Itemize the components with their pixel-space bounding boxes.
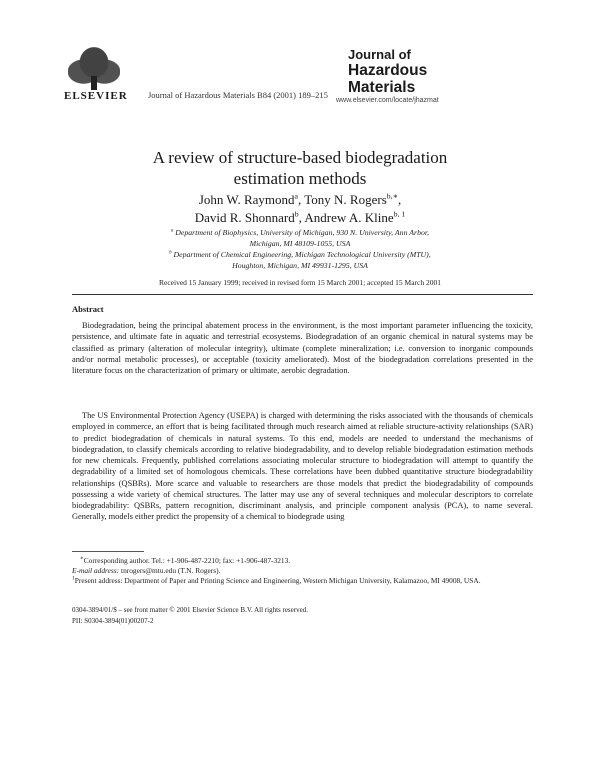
journal-title-line1: Journal of [348,47,411,62]
pii-line: PII: S0304-3894(01)00207-2 [72,617,154,625]
footnote-email [72,566,533,577]
footnote-mark: ∗ [80,555,84,562]
divider [72,294,533,295]
abstract-paragraph-2: The US Environmental Protection Agency (USEPA) is charged with determining the risks associated with the thousands of chemicals employed in commerce, an effort that is being facilitated through much research aimed at reliable structure-activity relationships (SAR) to predict biodegradation of chemicals in natural systems. To this end, models are needed to understand the mechanisms of biodegradation, to classify chemicals according to relative biodegradability, and to develop reliable biodegradation estimation methods for new chemicals. Frequently, published correlations associating molecular structure to biodegradation will attempt to quantify the degradability of a limited set of homologous chemicals. These correlations have been dubbed quantitative structure biodegradability relationships (QSBRs). More scarce and valuable to researchers are those models that predict the biodegradability of compounds possessing a wide variety of chemical structures. The latter may use any of several techniques and molecular descriptors to correlate biodegradability: QSBRs, pattern recognition, discriminant analysis, and principle component analysis (PCA), to name several. Generally, models either predict the propensity of a chemical to biodegrade using [72,411,533,522]
author-name: John W. Raymond [198,192,295,207]
footnote-divider [72,551,144,552]
authors-line-1: John W. Raymond$^a$, Tony N. Rogers$^{b,∗}$, [198,191,402,207]
author-name: David R. Shonnard [194,210,295,225]
publisher-name: ELSEVIER [64,90,128,102]
author-name: Tony N. Rogers [304,192,387,207]
footnote-present-address [72,576,533,587]
affiliation-a [0,228,600,249]
copyright-line: 0304-3894/01/$ – see front matter © 2001 Elsevier Science B.V. All rights reserved. [72,606,308,614]
author-affil-mark: b,∗ [386,191,398,201]
affil-mark: a [170,228,174,234]
affil-text: Department of Biophysics, University of Michigan, 930 N. University, Ann Arbor, [175,228,430,237]
title-line-1: A review of structure-based biodegradation [152,148,448,167]
journal-url[interactable]: www.elsevier.com/locate/jhazmat [336,97,439,104]
author-affil-mark: b, 1 [393,209,406,219]
author-list [0,191,600,227]
title-line-2: estimation methods [233,169,367,188]
received-dates: Received 15 January 1999; received in revised form 15 March 2001; accepted 15 March 2001 [159,278,441,287]
journal-citation: Journal of Hazardous Materials B84 (2001) 189–215 [148,90,328,100]
abstract-heading: Abstract [72,304,104,314]
authors-line-2: David R. Shonnard$^b$, Andrew A. Kline$^{b, 1}$ [194,209,406,225]
footnote-corresponding [72,556,533,567]
abstract-paragraph-1: Biodegradation, being the principal abatement process in the environment, is the most important parameter influencing the toxicity, persistence, and ultimate fate in aquatic and terrestrial ecosystems. Biodegradation of an organic chemical in natural systems may be classified as primary (alteration of molecular integrity), ultimate (complete mineralization; i.e. conversion to inorganic compounds and/or normal metabolic processes), or acceptable (toxicity ameliorated). Most of the biodegradation correlations presented in the literature focus on the characterization of primary or ultimate, aerobic degradation. [72,321,533,375]
email-address[interactable]: tnrogers@mtu.edu (T.N. Rogers). [121,566,221,575]
elsevier-logo [64,44,128,102]
author-name: Andrew A. Kline [304,210,394,225]
paper-title [0,147,600,189]
affil-text: Michigan, MI 48109-1055, USA [249,238,351,248]
footnote-text: Corresponding author. Tel.: +1-906-487-2210; fax: +1-906-487-3213. [83,556,291,565]
author-affil-mark: b [294,209,299,219]
email-label: E-mail address: [72,566,120,575]
journal-title-block [348,48,430,96]
journal-title-line3: Materials [348,79,416,96]
affil-text: Houghton, Michigan, MI 49931-1295, USA [232,260,368,270]
affil-text: Department of Chemical Engineering, Michigan Technological University (MTU), [173,250,431,259]
journal-title-line2: Hazardous [348,62,428,79]
footnote-mark: 1 [72,575,75,582]
footnote-text: Present address: Department of Paper and Printing Science and Engineering, Western Michigan University, Kalamazoo, MI 49008, USA. [74,576,481,585]
affil-mark: b [169,250,172,256]
tree-trunk [91,76,97,90]
author-affil-mark: a [294,191,298,201]
affiliation-b [0,250,600,271]
